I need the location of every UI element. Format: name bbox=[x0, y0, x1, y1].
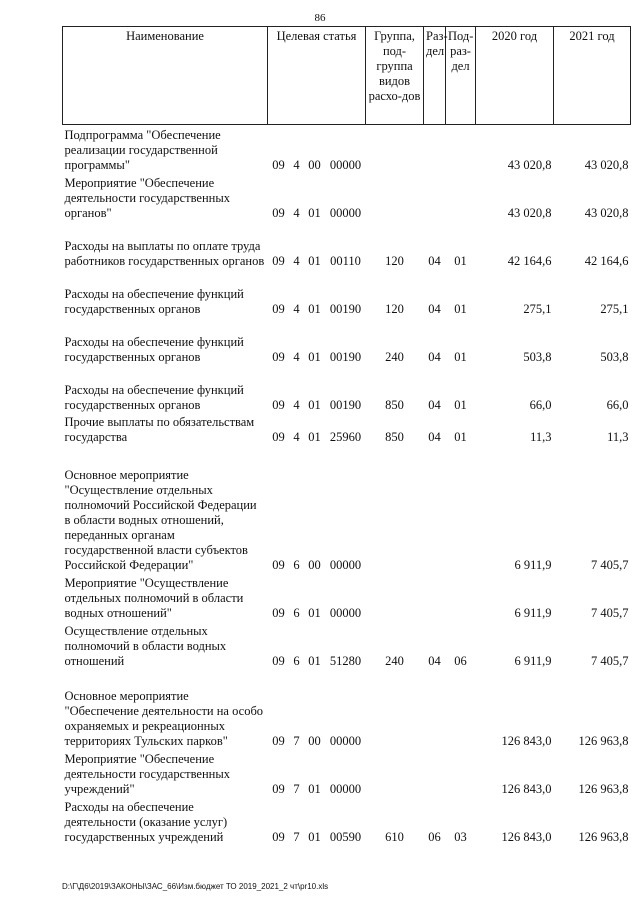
cell-c4: 25960 bbox=[329, 429, 362, 444]
cell-name: Прочие выплаты по обязательствам государства bbox=[64, 414, 255, 444]
cell-podr: 01 bbox=[454, 301, 467, 316]
cell-podr: 01 bbox=[454, 253, 467, 268]
cell-c3: 01 bbox=[308, 301, 321, 316]
cell-c3: 00 bbox=[308, 557, 321, 572]
cell-grp bbox=[366, 573, 424, 621]
cell-c1: 09 bbox=[272, 429, 285, 444]
budget-table bbox=[62, 26, 631, 845]
cell-c3: 01 bbox=[308, 829, 321, 844]
cell-c1: 09 bbox=[272, 781, 285, 796]
cell-c2: 4 bbox=[293, 397, 300, 412]
cell-razd: 04 bbox=[428, 301, 441, 316]
cell-c4: 00000 bbox=[329, 605, 362, 620]
cell-c2: 4 bbox=[293, 429, 300, 444]
cell-c4: 00000 bbox=[329, 733, 362, 748]
header-target: Целевая статья bbox=[268, 27, 366, 125]
cell-razd bbox=[424, 173, 446, 221]
cell-grp bbox=[366, 749, 424, 797]
cell-razd: 04 bbox=[428, 253, 441, 268]
cell-v2021: 126 963,8 bbox=[578, 733, 629, 748]
table-body bbox=[63, 125, 631, 845]
cell-c3: 01 bbox=[308, 349, 321, 364]
cell-grp: 850 bbox=[385, 429, 404, 444]
cell-name: Расходы на обеспечение функций государственных органов bbox=[64, 382, 244, 412]
cell-c3: 01 bbox=[308, 253, 321, 268]
table-row bbox=[63, 221, 631, 269]
cell-c3: 01 bbox=[308, 205, 321, 220]
table-row bbox=[63, 413, 631, 445]
table-row bbox=[63, 269, 631, 317]
cell-c1: 09 bbox=[272, 733, 285, 748]
cell-name: Мероприятие "Обеспечение деятельности государственных органов" bbox=[64, 175, 230, 220]
cell-podr: 01 bbox=[454, 349, 467, 364]
header-2020: 2020 год bbox=[476, 27, 554, 125]
table-row bbox=[63, 573, 631, 621]
cell-name: Расходы на обеспечение деятельности (оказание услуг) государственных учреждений bbox=[64, 799, 228, 844]
cell-grp bbox=[366, 445, 424, 573]
cell-c2: 6 bbox=[293, 653, 300, 668]
cell-grp: 240 bbox=[385, 653, 404, 668]
cell-grp bbox=[366, 669, 424, 749]
cell-podr: 01 bbox=[454, 397, 467, 412]
header-razdel: Раз-дел bbox=[424, 27, 446, 125]
cell-v2020: 42 164,6 bbox=[507, 253, 552, 268]
cell-c2: 7 bbox=[293, 733, 300, 748]
header-podrazdel: Под-раз-дел bbox=[446, 27, 476, 125]
cell-c1: 09 bbox=[272, 253, 285, 268]
cell-razd: 04 bbox=[428, 429, 441, 444]
cell-v2021: 7 405,7 bbox=[591, 557, 629, 572]
cell-v2021: 66,0 bbox=[606, 397, 629, 412]
table-row bbox=[63, 125, 631, 173]
cell-v2020: 126 843,0 bbox=[501, 733, 552, 748]
cell-c4: 00000 bbox=[329, 205, 362, 220]
cell-c2: 4 bbox=[293, 349, 300, 364]
cell-razd bbox=[424, 573, 446, 621]
cell-podr bbox=[446, 173, 476, 221]
cell-c4: 00190 bbox=[329, 349, 362, 364]
table-row bbox=[63, 317, 631, 365]
cell-podr: 03 bbox=[454, 829, 467, 844]
cell-podr: 06 bbox=[454, 653, 467, 668]
cell-c3: 01 bbox=[308, 429, 321, 444]
cell-v2020: 43 020,8 bbox=[507, 157, 552, 172]
cell-c4: 00000 bbox=[329, 557, 362, 572]
cell-c4: 00000 bbox=[329, 157, 362, 172]
cell-c4: 00590 bbox=[329, 829, 362, 844]
cell-razd bbox=[424, 445, 446, 573]
cell-name: Расходы на обеспечение функций государственных органов bbox=[64, 286, 244, 316]
cell-razd bbox=[424, 749, 446, 797]
cell-c4: 00190 bbox=[329, 301, 362, 316]
header-name: Наименование bbox=[63, 27, 268, 125]
cell-c4: 00190 bbox=[329, 397, 362, 412]
cell-v2020: 6 911,9 bbox=[514, 653, 552, 668]
cell-podr bbox=[446, 749, 476, 797]
cell-c3: 01 bbox=[308, 653, 321, 668]
cell-c1: 09 bbox=[272, 205, 285, 220]
cell-podr bbox=[446, 125, 476, 173]
cell-v2020: 66,0 bbox=[529, 397, 552, 412]
cell-name: Мероприятие "Осуществление отдельных полномочий в области водных отношений" bbox=[64, 575, 244, 620]
cell-c1: 09 bbox=[272, 653, 285, 668]
cell-v2020: 6 911,9 bbox=[514, 557, 552, 572]
file-path-footer: D:\Г\Д6\2019\ЗАКОНЫ\ЗАС_66\Изм.бюджет ТО 2019_2021_2 чт\pr10.xls bbox=[62, 882, 329, 891]
table-row bbox=[63, 445, 631, 573]
cell-c2: 6 bbox=[293, 605, 300, 620]
cell-grp bbox=[366, 173, 424, 221]
cell-v2021: 42 164,6 bbox=[584, 253, 629, 268]
cell-razd: 04 bbox=[428, 653, 441, 668]
cell-podr bbox=[446, 669, 476, 749]
table-row bbox=[63, 173, 631, 221]
header-group: Группа, под-группа видов расхо-дов bbox=[366, 27, 424, 125]
cell-name: Расходы на обеспечение функций государственных органов bbox=[64, 334, 244, 364]
cell-c1: 09 bbox=[272, 157, 285, 172]
cell-razd bbox=[424, 669, 446, 749]
cell-c1: 09 bbox=[272, 605, 285, 620]
cell-c3: 00 bbox=[308, 733, 321, 748]
table-row bbox=[63, 365, 631, 413]
cell-v2021: 43 020,8 bbox=[584, 157, 629, 172]
cell-name: Расходы на выплаты по оплате труда работников государственных органов bbox=[64, 238, 265, 268]
cell-podr bbox=[446, 445, 476, 573]
cell-c1: 09 bbox=[272, 829, 285, 844]
cell-podr: 01 bbox=[454, 429, 467, 444]
cell-grp: 610 bbox=[385, 829, 404, 844]
cell-name: Подпрограмма "Обеспечение реализации государственной программы" bbox=[64, 127, 221, 172]
cell-c4: 00110 bbox=[330, 253, 361, 268]
cell-name: Основное мероприятие "Обеспечение деятельности на особо охраняемых и рекреационных территориях Тульских парков" bbox=[64, 688, 264, 748]
cell-v2021: 7 405,7 bbox=[591, 653, 629, 668]
cell-grp: 850 bbox=[385, 397, 404, 412]
cell-v2021: 275,1 bbox=[600, 301, 629, 316]
cell-v2021: 11,3 bbox=[607, 429, 629, 444]
cell-v2020: 6 911,9 bbox=[514, 605, 552, 620]
cell-c1: 09 bbox=[272, 349, 285, 364]
cell-grp: 120 bbox=[385, 301, 404, 316]
cell-v2020: 126 843,0 bbox=[501, 781, 552, 796]
cell-c2: 4 bbox=[293, 157, 300, 172]
cell-c3: 01 bbox=[308, 781, 321, 796]
cell-v2020: 275,1 bbox=[523, 301, 552, 316]
cell-v2021: 43 020,8 bbox=[584, 205, 629, 220]
cell-grp: 240 bbox=[385, 349, 404, 364]
table-row bbox=[63, 669, 631, 749]
cell-grp bbox=[366, 125, 424, 173]
cell-v2020: 11,3 bbox=[530, 429, 552, 444]
table-row bbox=[63, 621, 631, 669]
table-row bbox=[63, 749, 631, 797]
cell-v2020: 43 020,8 bbox=[507, 205, 552, 220]
cell-c2: 6 bbox=[293, 557, 300, 572]
cell-razd: 04 bbox=[428, 397, 441, 412]
page-number: 86 bbox=[314, 12, 326, 24]
cell-c2: 4 bbox=[293, 301, 300, 316]
cell-razd: 06 bbox=[428, 829, 441, 844]
cell-c4: 51280 bbox=[329, 653, 362, 668]
cell-c2: 7 bbox=[293, 781, 300, 796]
cell-v2021: 503,8 bbox=[600, 349, 629, 364]
cell-c2: 7 bbox=[293, 829, 300, 844]
cell-podr bbox=[446, 573, 476, 621]
cell-grp: 120 bbox=[385, 253, 404, 268]
cell-c3: 01 bbox=[308, 397, 321, 412]
header-2021: 2021 год bbox=[554, 27, 631, 125]
cell-c3: 01 bbox=[308, 605, 321, 620]
cell-name: Основное мероприятие "Осуществление отдельных полномочий Российской Федерации в области водных отношений, переданных органам государственной власти субъектов Российской Федерации" bbox=[64, 467, 257, 572]
cell-razd: 04 bbox=[428, 349, 441, 364]
cell-v2021: 126 963,8 bbox=[578, 829, 629, 844]
cell-v2021: 126 963,8 bbox=[578, 781, 629, 796]
cell-c2: 4 bbox=[293, 205, 300, 220]
cell-c1: 09 bbox=[272, 557, 285, 572]
cell-name: Осуществление отдельных полномочий в области водных отношений bbox=[64, 623, 227, 668]
cell-v2020: 126 843,0 bbox=[501, 829, 552, 844]
cell-c4: 00000 bbox=[329, 781, 362, 796]
table-row bbox=[63, 797, 631, 845]
cell-v2020: 503,8 bbox=[523, 349, 552, 364]
cell-c1: 09 bbox=[272, 301, 285, 316]
cell-v2021: 7 405,7 bbox=[591, 605, 629, 620]
cell-c1: 09 bbox=[272, 397, 285, 412]
cell-name: Мероприятие "Обеспечение деятельности государственных учреждений" bbox=[64, 751, 230, 796]
cell-c3: 00 bbox=[308, 157, 321, 172]
cell-c2: 4 bbox=[293, 253, 300, 268]
cell-razd bbox=[424, 125, 446, 173]
